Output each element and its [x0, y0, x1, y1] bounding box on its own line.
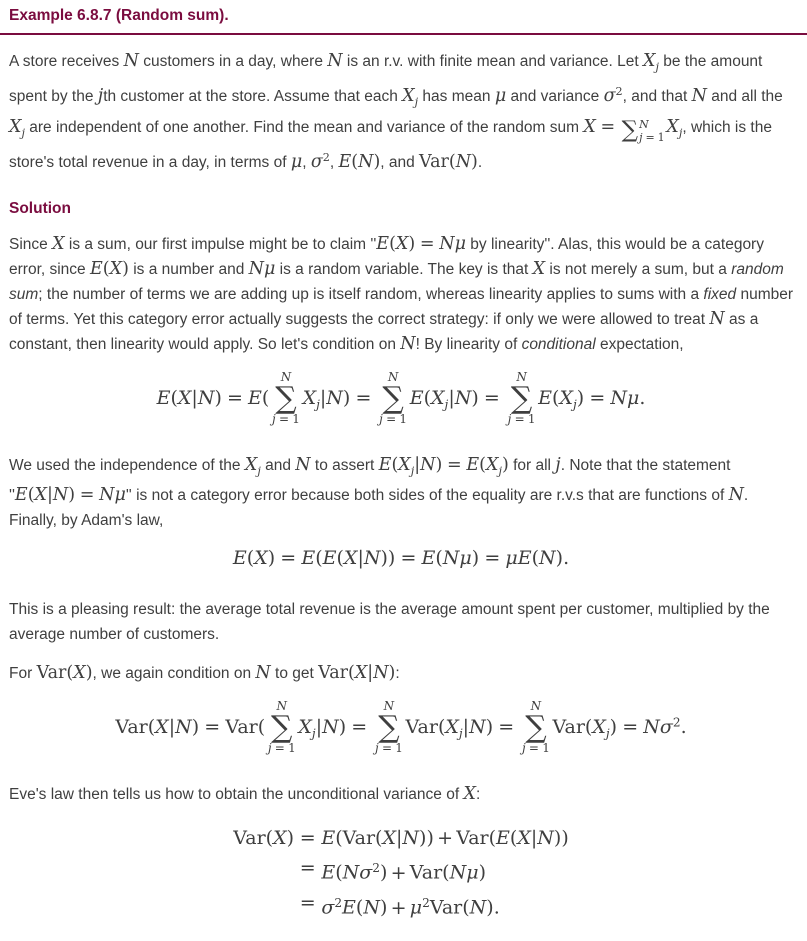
inline-math: μ: [290, 152, 303, 173]
roman-text: Var: [429, 896, 463, 919]
inline-math: E(X): [89, 259, 129, 280]
sigma-glyph: ∑: [621, 117, 639, 144]
inline-math: E(N): [338, 152, 381, 173]
summation-symbol: N ∑ j = 1: [507, 370, 536, 427]
emphasis-text: random sum: [9, 261, 784, 304]
inline-math: N: [255, 663, 271, 684]
inline-math: N: [327, 51, 343, 71]
example-body: [9, 49, 793, 923]
eq-conditional-variance: Var(X|N) = Var( N ∑ j = 1 $X_j|N$) = N ∑ j = 1 $Var(X_j|N)$ = N ∑ j = 1 $Var(X_j) = N\sigma^2$.: [115, 699, 687, 756]
roman-text: Var: [36, 663, 67, 684]
eq-eves-law-derivation: [9, 823, 793, 922]
equation-line-part: Var(X): [233, 827, 295, 850]
equation-line-part: $\sigma^2E(N) + \mu^2Var(N)$.: [321, 895, 500, 919]
inline-math: X = ∑ N j = 1 $X_j$: [583, 116, 683, 144]
sigma-glyph: ∑: [271, 709, 293, 745]
equation-line-part: [233, 853, 294, 888]
summation-limits: N j = 1: [639, 117, 665, 144]
roman-text: Var: [115, 716, 148, 739]
summation-symbol: N ∑ j = 1: [272, 370, 300, 427]
roman-text: Var: [409, 861, 443, 884]
emphasis-text: fixed: [703, 286, 737, 304]
equation-line-part: =: [299, 827, 316, 850]
roman-text: Var: [456, 827, 489, 850]
summation-symbol: N ∑ j = 1: [379, 370, 408, 427]
inline-math: N: [400, 334, 416, 355]
roman-text: Var: [225, 716, 258, 739]
inline-math: Var(X): [36, 663, 93, 684]
sigma-glyph: ∑: [510, 380, 533, 416]
roman-text: Var: [233, 827, 266, 850]
sigma-glyph: ∑: [275, 380, 297, 416]
roman-text: Var: [419, 152, 449, 173]
solution-heading: Solution: [9, 200, 71, 218]
inline-math: $X_j$: [402, 86, 419, 109]
equation-line-part: =: [299, 857, 316, 880]
roman-text: Var: [552, 716, 585, 739]
equation-line-part: =: [299, 891, 316, 914]
solution-paragraph-1: Since X is a sum, our first impulse might be to claim ''E(X) = Nμ by linearity''. Alas, this would be a category error, since E(X) is a number and Nμ is a random variable. The key is that X is not merely a sum, but a random sum; the number of terms we are adding up is itself random, whereas linearity applies to sums with a fixed number of terms. Yet this category error actually suggests the correct strategy: if only we were allowed to treat N as a constant, then linearity would apply. So let's condition on N! By linearity of conditional expectation,: [9, 234, 794, 355]
inline-math: N: [123, 51, 139, 71]
inline-math: $X_j$: [9, 116, 25, 139]
inline-math: X: [52, 234, 65, 255]
inline-math: N: [691, 86, 707, 107]
solution-paragraph-5: Eve's law then tells us how to obtain the unconditional variance of X:: [9, 784, 481, 805]
intro-paragraph: A store receives N customers in a day, where N is an r.v. with finite mean and variance. Let $X_j$ be the amount spent by the jth customer at the store. Assume that each $X_j$ has mean μ and variance $\sigma^2$, and that N and all the $X_j$ are independent of one another. Find the mean and variance of the random sum X = ∑ N j = 1 $X_j$, which is the store's total revenue in a day, in terms of μ, $\sigma^2$, E(N), and Var(N).: [9, 51, 783, 173]
summation-symbol: N ∑ j = 1: [521, 699, 550, 756]
inline-math: N: [295, 455, 311, 476]
inline-math: N: [728, 485, 744, 506]
inline-math: j: [97, 86, 104, 107]
emphasis-text: conditional: [521, 336, 596, 354]
solution-paragraph-3: This is a pleasing result: the average total revenue is the average amount spent per customer, multiplied by the average number of customers.: [9, 601, 770, 644]
roman-text: Var: [318, 663, 348, 684]
inline-math: μ: [494, 86, 507, 107]
inline-math: $\sigma^2$: [310, 150, 330, 173]
roman-text: Var: [405, 716, 438, 739]
summation-symbol: N ∑ j = 1: [374, 699, 403, 756]
eq-adams-law: E(X) = E(E(X|N)) = E(Nμ) = μE(N).: [232, 547, 570, 570]
solution-paragraph-4: For Var(X), we again condition on N to get Var(X|N):: [9, 663, 400, 684]
summation-symbol: N ∑ j = 1: [267, 699, 296, 756]
inline-math: $X_j$: [244, 455, 261, 478]
inline-math: E(X|N) = Nμ: [14, 485, 126, 506]
solution-paragraph-2: We used the independence of the $X_j$ and N to assert $E(X_j|N) = E(X_j)$ for all j. Note that the statement ''E(X|N) = Nμ'' is not a category error because both sides of the equality are r.v.s that are functions of N. Finally, by Adam's law,: [9, 455, 749, 530]
inline-math: $X_j$: [643, 51, 659, 74]
inline-math: E(X) = Nμ: [376, 234, 466, 255]
roman-text: Var: [342, 827, 376, 850]
inline-math: X: [532, 259, 546, 280]
equation-line-part: [233, 888, 294, 923]
inline-math: Var(X|N): [318, 663, 396, 684]
summation-symbol: [622, 118, 665, 144]
inline-math: Var(N): [419, 152, 478, 173]
inline-math: Nμ: [248, 259, 276, 280]
inline-math: $E(X_j|N) = E(X_j)$: [378, 455, 509, 478]
sigma-glyph: ∑: [378, 709, 400, 745]
example-heading: Example 6.8.7 (Random sum).: [0, 0, 807, 35]
inline-math: X: [463, 784, 476, 805]
inline-math: j: [555, 455, 561, 476]
eq-conditional-expectation: E(X|N) = E( N ∑ j = 1 $X_j|N$) = N ∑ j = 1 $E(X_j|N)$ = N ∑ j = 1 $E(X_j) = N\mu$.: [156, 370, 646, 427]
equation-line-part: $E(N\sigma^2) + Var(N\mu)$: [321, 861, 486, 884]
equation-line-part: E(Var(X|N)) + Var(E(X|N)): [321, 827, 569, 850]
inline-math: $\sigma^2$: [603, 85, 623, 107]
inline-math: N: [709, 309, 725, 330]
sigma-glyph: ∑: [525, 709, 547, 745]
sigma-glyph: ∑: [382, 380, 404, 416]
